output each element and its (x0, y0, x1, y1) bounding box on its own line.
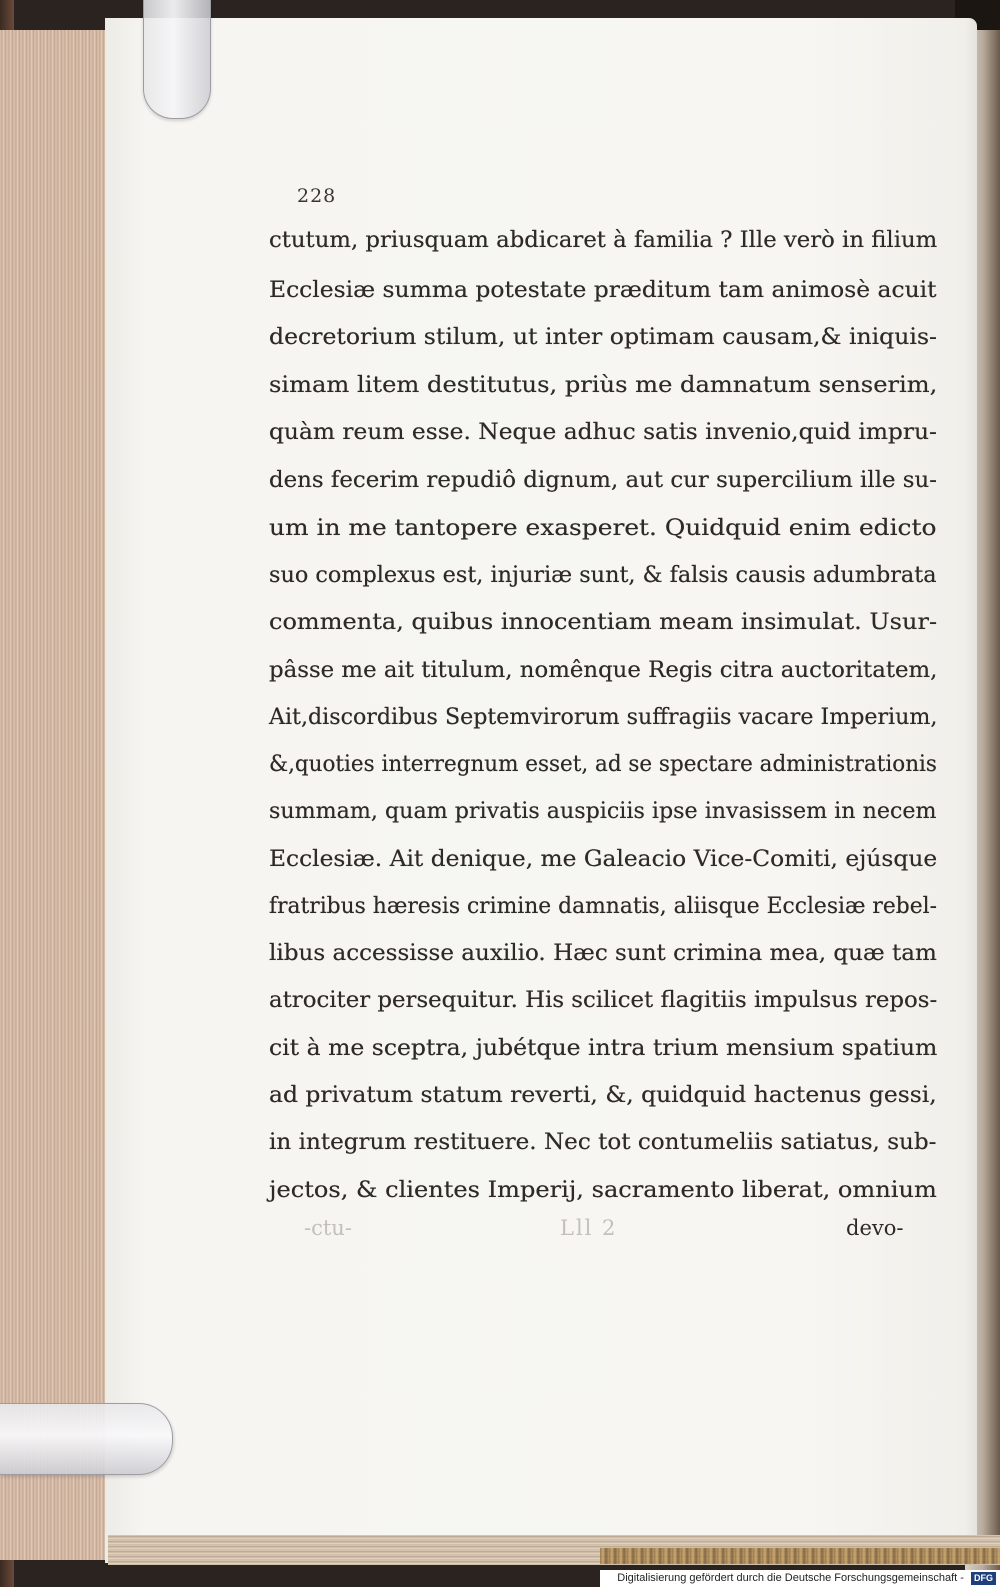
text-line: libus accessisse auxilio. Hæc sunt crimina mea, quæ tam (269, 940, 937, 966)
credit-text: Digitalisierung gefördert durch die Deutsche Forschungsgemeinschaft - (617, 1572, 964, 1584)
page-clip-top (143, 0, 211, 119)
text-line: um in me tantopere exasperet. Quidquid enim edicto (269, 515, 937, 541)
text-line: Ecclesiæ. Ait denique, me Galeacio Vice-Comiti, ejúsque (269, 846, 938, 872)
gilt-edge (600, 1548, 1000, 1564)
dfg-logo: DFG (971, 1572, 996, 1585)
text-line: fratribus hæresis crimine damnatis, aliisque Ecclesiæ rebel- (269, 893, 937, 919)
text-line: commenta, quibus innocentiam meam insimulat. Usur- (269, 609, 938, 635)
text-line: suo complexus est, injuriæ sunt, & falsis causis adumbrata (269, 562, 937, 588)
page-edges-stack (0, 30, 112, 1560)
text-line: dens fecerim repudiô dignum, aut cur supercilium ille su- (269, 467, 938, 493)
page-clip-left (0, 1403, 173, 1475)
text-line: ctutum, priusquam abdicaret à familia ? Ille verò in filium (269, 227, 938, 253)
text-line: quàm reum esse. Neque adhuc satis invenio,quid impru- (269, 419, 937, 445)
digitization-credit (600, 1570, 1000, 1587)
show-through-catchword: -ctu- (304, 1216, 352, 1240)
text-line: jectos, & clientes Imperij, sacramento liberat, omnium (269, 1177, 937, 1203)
text-line: summam, quam privatis auspiciis ipse invasissem in necem (269, 798, 937, 824)
text-line: pâsse me ait titulum, nomênque Regis citra auctoritatem, (269, 657, 938, 683)
text-line: atrociter persequitur. His scilicet flagitiis impulsus repos- (269, 987, 938, 1013)
page-number: 228 (297, 185, 337, 207)
text-line: ad privatum statum reverti, &, quidquid hactenus gessi, (269, 1082, 937, 1108)
text-line: simam litem destitutus, priùs me damnatum senserim, (269, 372, 938, 398)
text-line: decretorium stilum, ut inter optimam causam,& iniquis- (269, 324, 937, 350)
text-line: Ait,discordibus Septemvirorum suffragiis vacare Imperium, (269, 704, 938, 730)
text-line: in integrum restituere. Nec tot contumeliis satiatus, sub- (269, 1129, 937, 1155)
text-line: &,quoties interregnum esset, ad se spectare administrationis (269, 751, 937, 777)
text-line: cit à me sceptra, jubétque intra trium mensium spatium (269, 1035, 938, 1061)
text-line: Ecclesiæ summa potestate præditum tam animosè acuit (269, 277, 937, 303)
catchword: devo- (846, 1216, 904, 1240)
show-through-signature: Lll 2 (560, 1216, 618, 1240)
